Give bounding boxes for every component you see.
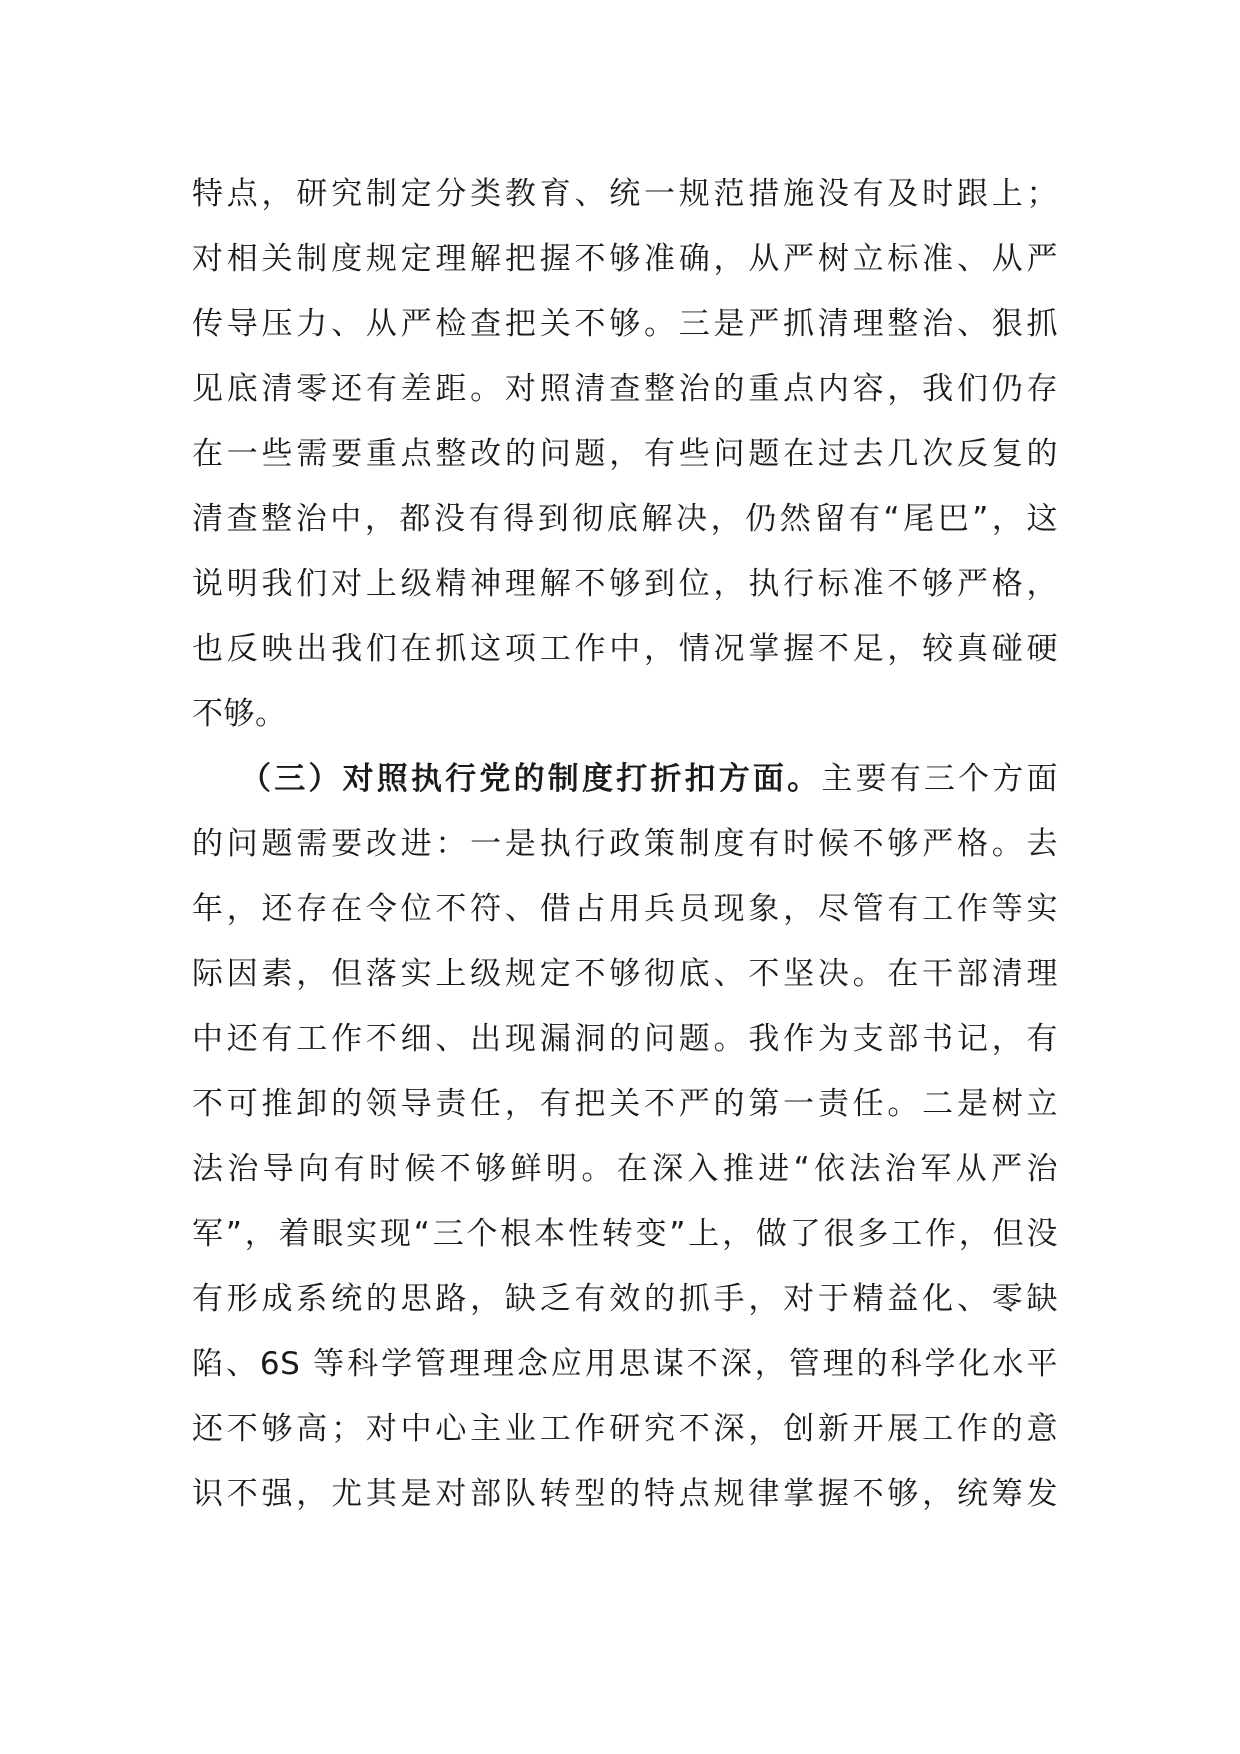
text-line: 在一些需要重点整改的问题，有些问题在过去几次反复的 [192, 436, 1058, 472]
text-line: 际因素，但落实上级规定不够彻底、不坚决。在干部清理 [192, 956, 1058, 992]
text-line: 中还有工作不细、出现漏洞的问题。我作为支部书记，有 [192, 1021, 1058, 1057]
document-page [192, 162, 1058, 1527]
text-line: 不够。 [192, 696, 287, 732]
text-line: 军”，着眼实现“三个根本性转变”上，做了很多工作，但没 [192, 1216, 1058, 1252]
text-line: 说明我们对上级精神理解不够到位，执行标准不够严格， [192, 566, 1058, 602]
text-line: 有形成系统的思路，缺乏有效的抓手，对于精益化、零缺 [192, 1281, 1058, 1317]
text-line: 法治导向有时候不够鲜明。在深入推进“依法治军从严治 [192, 1151, 1058, 1187]
text-line: 清查整治中，都没有得到彻底解决，仍然留有“尾巴”，这 [192, 501, 1058, 537]
text-line: 对相关制度规定理解把握不够准确，从严树立标准、从严 [192, 241, 1058, 277]
text-line: 陷、6S 等科学管理理念应用思谋不深，管理的科学化水平 [192, 1346, 1058, 1382]
text-line: 年，还存在令位不符、借占用兵员现象，尽管有工作等实 [192, 891, 1058, 927]
text-line: 识不强，尤其是对部队转型的特点规律掌握不够，统筹发 [192, 1476, 1058, 1512]
paragraph-1 [192, 162, 1058, 747]
heading-continuation: 主要有三个方面 [821, 761, 1059, 797]
text-line: 还不够高；对中心主业工作研究不深，创新开展工作的意 [192, 1411, 1058, 1447]
text-line: 不可推卸的领导责任，有把关不严的第一责任。二是树立 [192, 1086, 1058, 1122]
text-line: 见底清零还有差距。对照清查整治的重点内容，我们仍存 [192, 371, 1058, 407]
section-heading: （三）对照执行党的制度打折扣方面。 [240, 761, 822, 797]
text-line: 也反映出我们在抓这项工作中，情况掌握不足，较真碰硬 [192, 631, 1058, 667]
paragraph-2 [192, 747, 1058, 1527]
text-line: 特点，研究制定分类教育、统一规范措施没有及时跟上； [192, 176, 1058, 212]
paragraph-first-line [192, 747, 1058, 812]
text-line: 的问题需要改进：一是执行政策制度有时候不够严格。去 [192, 826, 1058, 862]
text-line: 传导压力、从严检查把关不够。三是严抓清理整治、狠抓 [192, 306, 1058, 342]
